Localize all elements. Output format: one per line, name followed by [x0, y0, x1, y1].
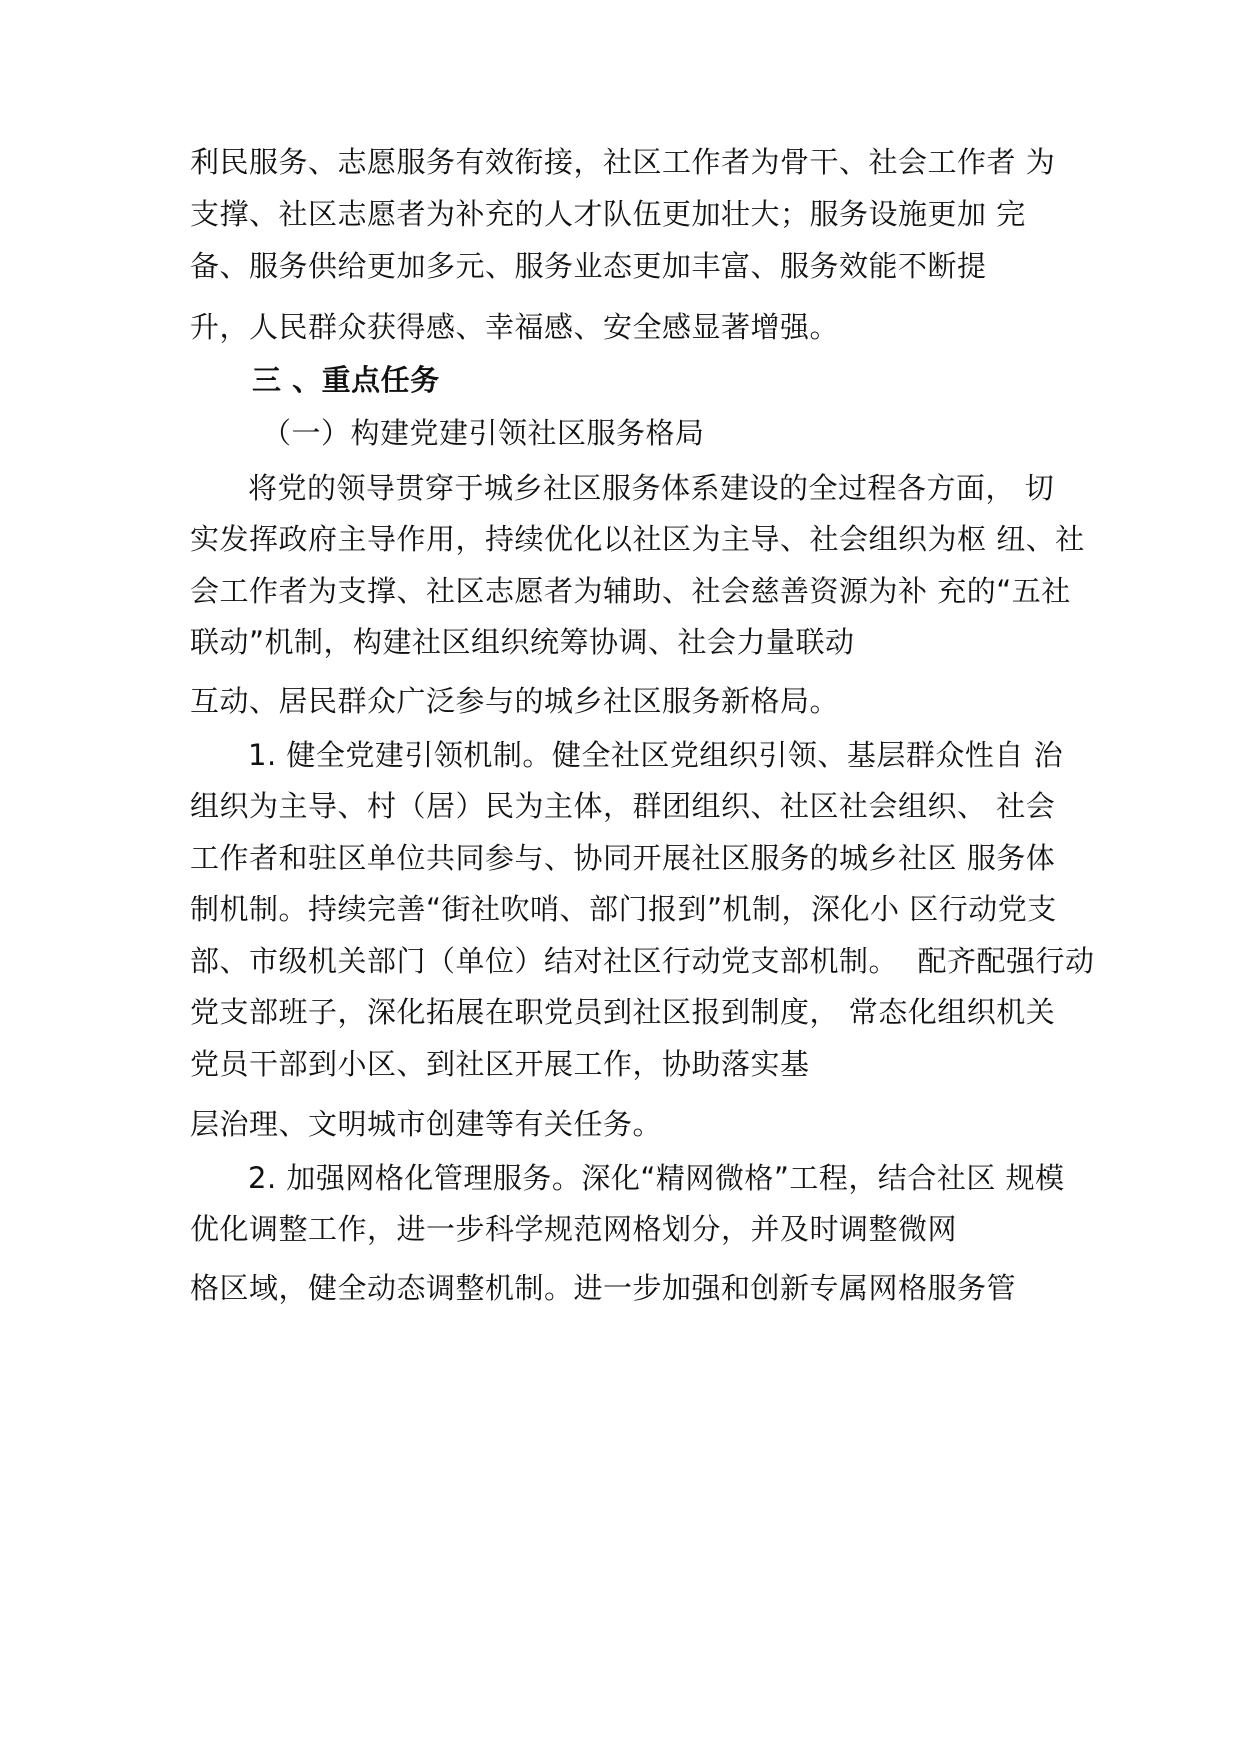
paragraph-line: 党员干部到小区、到社区开展工作，协助落实基 — [190, 1047, 810, 1081]
paragraph-line: 层治理、文明城市创建等有关任务。 — [190, 1107, 663, 1141]
paragraph-line: 制机制。持续完善“街社吹哨、部门报到”机制，深化小 区行动党支 — [190, 892, 1057, 926]
paragraph-line: 升，人民群众获得感、幸福感、安全感显著增强。 — [190, 310, 840, 344]
paragraph-line: 利民服务、志愿服务有效衔接，社区工作者为骨干、社会工作者 为 — [190, 145, 1056, 179]
section-heading: 三 、重点任务 — [252, 363, 440, 397]
subsection-heading: （一）构建党建引领社区服务格局 — [262, 416, 705, 450]
paragraph-line: 联动”机制，构建社区组织统筹协调、社会力量联动 — [190, 625, 855, 659]
paragraph-line: 支撑、社区志愿者为补充的人才队伍更加壮大；服务设施更加 完 — [190, 197, 1026, 231]
paragraph-line: 互动、居民群众广泛参与的城乡社区服务新格局。 — [190, 684, 840, 718]
paragraph-line: 组织为主导、村（居）民为主体，群团组织、社区社会组织、 社会 — [190, 789, 1056, 823]
paragraph-line: 2. 加强网格化管理服务。深化“精网微格”工程，结合社区 规模 — [248, 1161, 1065, 1195]
paragraph-line: 将党的领导贯穿于城乡社区服务体系建设的全过程各方面， 切 — [248, 471, 1055, 505]
paragraph-line: 会工作者为支撑、社区志愿者为辅助、社会慈善资源为补 充的“五社 — [190, 574, 1071, 608]
paragraph-line: 优化调整工作，进一步科学规范网格划分，并及时调整微网 — [190, 1212, 958, 1246]
paragraph-line: 备、服务供给更加多元、服务业态更加丰富、服务效能不断提 — [190, 249, 987, 283]
paragraph-line: 1. 健全党建引领机制。健全社区党组织引领、基层群众性自 治 — [248, 738, 1064, 772]
paragraph-line: 格区域，健全动态调整机制。进一步加强和创新专属网格服务管 — [190, 1271, 1017, 1305]
paragraph-line: 工作者和驻区单位共同参与、协同开展社区服务的城乡社区 服务体 — [190, 841, 1056, 875]
paragraph-line: 部、市级机关部门（单位）结对社区行动党支部机制。 配齐配强行动 — [190, 944, 1095, 978]
paragraph-line: 实发挥政府主导作用，持续优化以社区为主导、社会组织为枢 纽、社 — [190, 522, 1085, 556]
paragraph-line: 党支部班子，深化拓展在职党员到社区报到制度， 常态化组织机关 — [190, 995, 1056, 1029]
